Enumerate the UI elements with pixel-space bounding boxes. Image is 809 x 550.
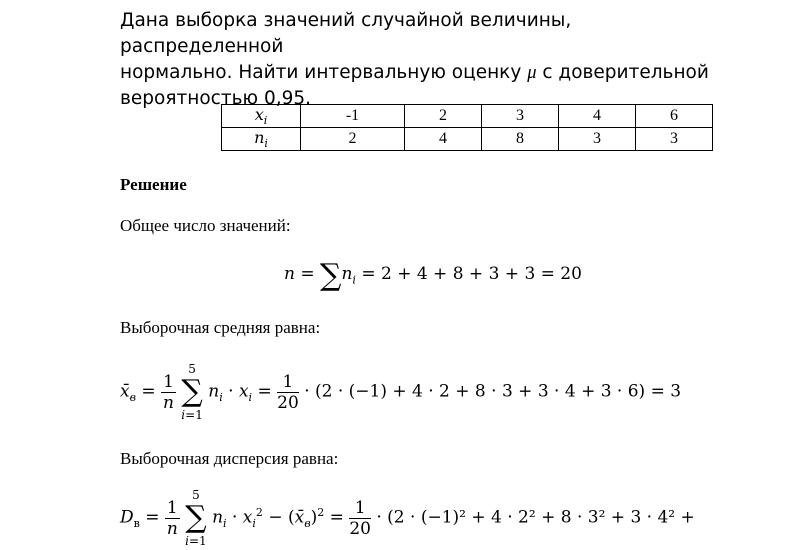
task-line-2	[120, 60, 720, 86]
mu-symbol: μ	[527, 63, 537, 83]
table-row-x	[222, 105, 713, 128]
table-cell: -1	[301, 105, 405, 128]
table-row-n	[222, 128, 713, 151]
dispersion-formula: $D_в$ = $\frac{1}{n}$ 5 ∑ i=1 $n_i \cdot x_i^2$ − $(x̄_в)^2$ = $\frac{1}{20}$ · (2 · (−1)² + 4 · 2² + 8 · 3² + 3 · 4² +	[120, 488, 695, 548]
task-line-3: вероятностью 0,95.	[120, 88, 312, 109]
total-formula: $n = \sum n_i = 2 + 4 + 8 + 3 + 3 = 20$	[284, 258, 582, 293]
table-cell: 3	[559, 128, 636, 151]
mean-label: Выборочная средняя равна:	[120, 318, 321, 337]
table-cell: 4	[405, 128, 482, 151]
row-header-x: $x_i$	[222, 105, 301, 128]
solution-title: Решение	[120, 175, 187, 194]
values-table	[221, 104, 713, 151]
task-line-2-end: с доверительной	[536, 62, 709, 83]
dispersion-label: Выборочная дисперсия равна:	[120, 449, 339, 468]
table-cell: 2	[301, 128, 405, 151]
task-line-2-start: нормально. Найти интервальную оценку	[120, 62, 528, 83]
table-cell: 4	[559, 105, 636, 128]
table-cell: 2	[405, 105, 482, 128]
table-cell: 8	[482, 128, 559, 151]
total-label: Общее число значений:	[120, 216, 291, 235]
table-cell: 6	[636, 105, 713, 128]
table-cell: 3	[636, 128, 713, 151]
task-line-1: Дана выборка значений случайной величины, распределенной	[120, 10, 572, 57]
table-cell: 3	[482, 105, 559, 128]
row-header-n: $n_i$	[222, 128, 301, 151]
task-statement	[120, 8, 720, 112]
mean-formula: $x̄_в$ = $\frac{1}{n}$ 5 ∑ i=1 $n_i \cdot x_i$ = $\frac{1}{20}$ · (2 · (−1) + 4 · 2 + 8 · 3 + 3 · 4 + 3 · 6) = 3	[120, 362, 682, 422]
